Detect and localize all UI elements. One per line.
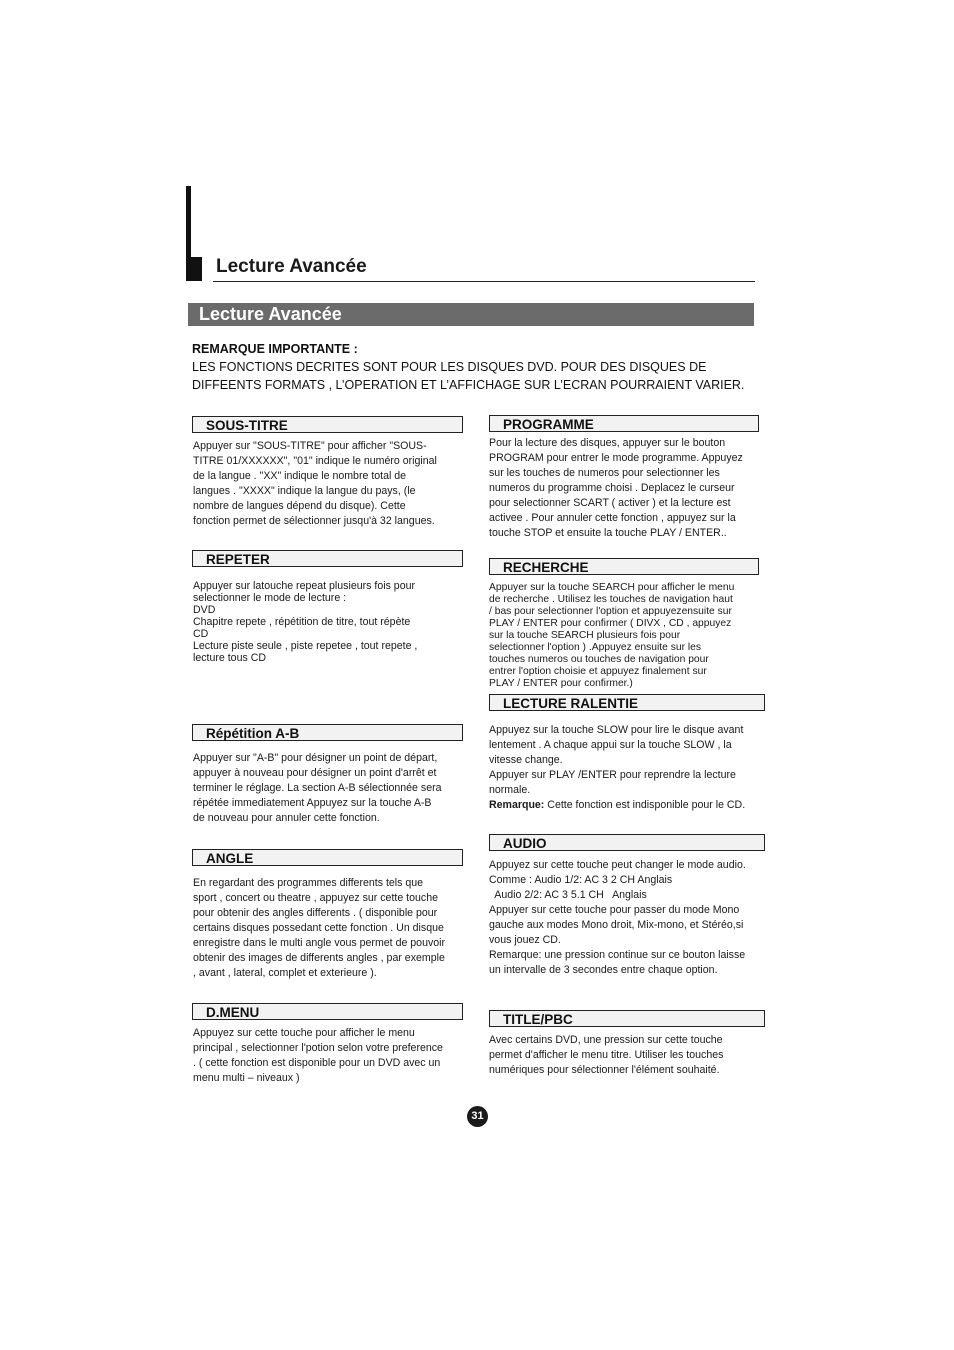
- body-line: normale.: [489, 784, 531, 796]
- ralentie-heading: [489, 694, 765, 711]
- programme-title: PROGRAMME: [503, 417, 594, 432]
- body-line: de la langue . "XX" indique le nombre total de: [193, 470, 407, 482]
- angle-body: [193, 876, 463, 981]
- banner-title: Lecture Avancée: [199, 304, 342, 324]
- ralentie-remark: [489, 798, 765, 813]
- dmenu-body: [193, 1026, 461, 1086]
- title-divider: [213, 281, 755, 282]
- body-line: terminer le réglage. La section A-B sélectionnée sera: [193, 782, 442, 794]
- body-line: Appuyez sur cette touche pour afficher le menu: [193, 1027, 415, 1039]
- repetition-ab-body: [193, 751, 459, 826]
- sous-titre-heading: [192, 416, 463, 433]
- title-pbc-title: TITLE/PBC: [503, 1012, 573, 1027]
- programme-body: [489, 436, 761, 541]
- body-line: Audio 2/2: AC 3 5.1 CH Anglais: [489, 889, 647, 901]
- body-line: PLAY / ENTER pour confirmer ( DIVX , CD , appuyez: [489, 618, 732, 629]
- body-line: lentement . A chaque appui sur la touche SLOW , la: [489, 739, 732, 751]
- page-title: Lecture Avancée: [216, 256, 367, 277]
- body-line: menu multi – niveaux ): [193, 1072, 300, 1084]
- body-line: Appuyer sur la touche SEARCH pour afficher le menu: [489, 582, 735, 593]
- recherche-heading: [489, 558, 759, 575]
- section-banner: [188, 303, 754, 326]
- body-line: numeros du programme choisi . Deplacez le curseur: [489, 482, 735, 494]
- body-line: Lecture piste seule , piste repetee , tout repete ,: [193, 640, 418, 652]
- programme-heading: [489, 415, 759, 432]
- body-line: fonction permet de sélectionner jusqu'à 32 langues.: [193, 515, 435, 527]
- body-line: Comme : Audio 1/2: AC 3 2 CH Anglais: [489, 874, 673, 886]
- sous-titre-body: [193, 439, 459, 529]
- recherche-title: RECHERCHE: [503, 560, 589, 575]
- body-line: certains disques possedant cette fonction . Un disque: [193, 922, 444, 934]
- body-line: numériques pour sélectionner l'élément souhaité.: [489, 1064, 720, 1076]
- body-line: touches numeros ou touches de navigation pour: [489, 654, 709, 665]
- body-line: répétée immediatement Appuyez sur la touche A-B: [193, 797, 432, 809]
- audio-body: [489, 858, 765, 978]
- body-line: sur les touches de numeros pour selectionner les: [489, 467, 720, 479]
- body-line: principal , selectionner l'potion selon votre preference: [193, 1042, 443, 1054]
- body-line: . ( cette fonction est disponible pour un DVD avec un: [193, 1057, 441, 1069]
- sous-titre-title: SOUS-TITRE: [206, 418, 288, 433]
- angle-heading: [192, 849, 463, 866]
- body-line: Appuyer sur "SOUS-TITRE" pour afficher "SOUS-: [193, 440, 427, 452]
- body-line: enregistre dans le multi angle vous permet de pouvoir: [193, 937, 446, 949]
- body-line: vitesse change.: [489, 754, 563, 766]
- body-line: de recherche . Utilisez les touches de navigation haut: [489, 594, 733, 605]
- dmenu-heading: [192, 1003, 463, 1020]
- body-line: TITRE 01/XXXXXX", "01" indique le numéro original: [193, 455, 437, 467]
- ralentie-title: LECTURE RALENTIE: [503, 696, 638, 711]
- remark-label: Remarque:: [489, 799, 545, 811]
- repeter-heading: [192, 550, 463, 567]
- body-line: Appuyer sur latouche repeat plusieurs fois pour: [193, 580, 416, 592]
- ralentie-body: [489, 723, 765, 813]
- repeter-body: [193, 580, 459, 664]
- body-line: selectionner l'option ) .Appuyez ensuite sur les: [489, 642, 702, 653]
- repeter-title: REPETER: [206, 552, 270, 567]
- remark-line: LES FONCTIONS DECRITES SONT POUR LES DISQUES DVD. POUR DES DISQUES DE: [192, 360, 707, 374]
- body-line: CD: [193, 628, 209, 640]
- remark-line: DIFFEENTS FORMATS , L’OPERATION ET L’AFFICHAGE SUR L’ECRAN POURRAIENT VARIER.: [192, 377, 745, 392]
- body-line: sport , concert ou theatre , appuyez sur cette touche: [193, 892, 438, 904]
- body-line: activee . Pour annuler cette fonction , appuyez sur la: [489, 512, 736, 524]
- page-number: 31: [467, 1106, 488, 1127]
- remark-text: Cette fonction est indisponible pour le CD.: [544, 799, 746, 811]
- body-line: Appuyez sur la touche SLOW pour lire le disque avant: [489, 724, 744, 736]
- body-line: Pour la lecture des disques, appuyer sur le bouton: [489, 437, 726, 449]
- body-line: entrer l'option choisie et appuyez finalement sur: [489, 666, 707, 677]
- body-line: DVD: [193, 604, 216, 616]
- body-line: PROGRAM pour entrer le mode programme. Appuyez: [489, 452, 743, 464]
- body-line: obtenir des images de differents angles , par exemple: [193, 952, 445, 964]
- repetition-ab-heading: [192, 724, 463, 741]
- body-line: un intervalle de 3 secondes entre chaque option.: [489, 964, 718, 976]
- remark-body: [192, 359, 772, 394]
- body-line: gauche aux modes Mono droit, Mix-mono, et Stéréo,si: [489, 919, 744, 931]
- title-pbc-heading: [489, 1010, 765, 1027]
- body-line: permet d'afficher le menu titre. Utiliser les touches: [489, 1049, 724, 1061]
- body-line: Appuyer sur "A-B" pour désigner un point de départ,: [193, 752, 438, 764]
- body-line: langues . "XXXX" indique la langue du pays, (le: [193, 485, 416, 497]
- body-line: Appuyer sur cette touche pour passer du mode Mono: [489, 904, 740, 916]
- title-pbc-body: [489, 1033, 765, 1078]
- body-line: PLAY / ENTER pour confirmer.): [489, 678, 633, 689]
- side-accent-block: [191, 257, 202, 281]
- body-line: lecture tous CD: [193, 652, 267, 664]
- body-line: sur la touche SEARCH plusieurs fois pour: [489, 630, 681, 641]
- body-line: pour selectionner SCART ( activer ) et la lecture est: [489, 497, 731, 509]
- recherche-body: [489, 582, 761, 690]
- body-line: vous jouez CD.: [489, 934, 561, 946]
- body-line: Appuyez sur cette touche peut changer le mode audio.: [489, 859, 746, 871]
- body-line: En regardant des programmes differents tels que: [193, 877, 424, 889]
- body-line: selectionner le mode de lecture :: [193, 592, 347, 604]
- audio-heading: [489, 834, 765, 851]
- audio-title: AUDIO: [503, 836, 547, 851]
- body-line: touche STOP et ensuite la touche PLAY / ENTER..: [489, 527, 727, 539]
- body-line: , avant , lateral, complet et exterieure ).: [193, 967, 377, 979]
- repetition-ab-title: Répétition A-B: [206, 726, 300, 741]
- remark-heading: REMARQUE IMPORTANTE :: [192, 342, 358, 356]
- angle-title: ANGLE: [206, 851, 254, 866]
- body-line: / bas pour selectionner l'option et appuyezensuite sur: [489, 606, 732, 617]
- body-line: Remarque: une pression continue sur ce bouton laisse: [489, 949, 746, 961]
- body-line: Appuyer sur PLAY /ENTER pour reprendre la lecture: [489, 769, 736, 781]
- body-line: Chapitre repete , répétition de titre, tout répète: [193, 616, 411, 628]
- body-line: appuyer à nouveau pour désigner un point d'arrêt et: [193, 767, 437, 779]
- body-line: de nouveau pour annuler cette fonction.: [193, 812, 380, 824]
- body-line: Avec certains DVD, une pression sur cette touche: [489, 1034, 723, 1046]
- body-line: nombre de langues dépend du disque). Cette: [193, 500, 406, 512]
- dmenu-title: D.MENU: [206, 1005, 260, 1020]
- body-line: pour obtenir des angles differents . ( disponible pour: [193, 907, 438, 919]
